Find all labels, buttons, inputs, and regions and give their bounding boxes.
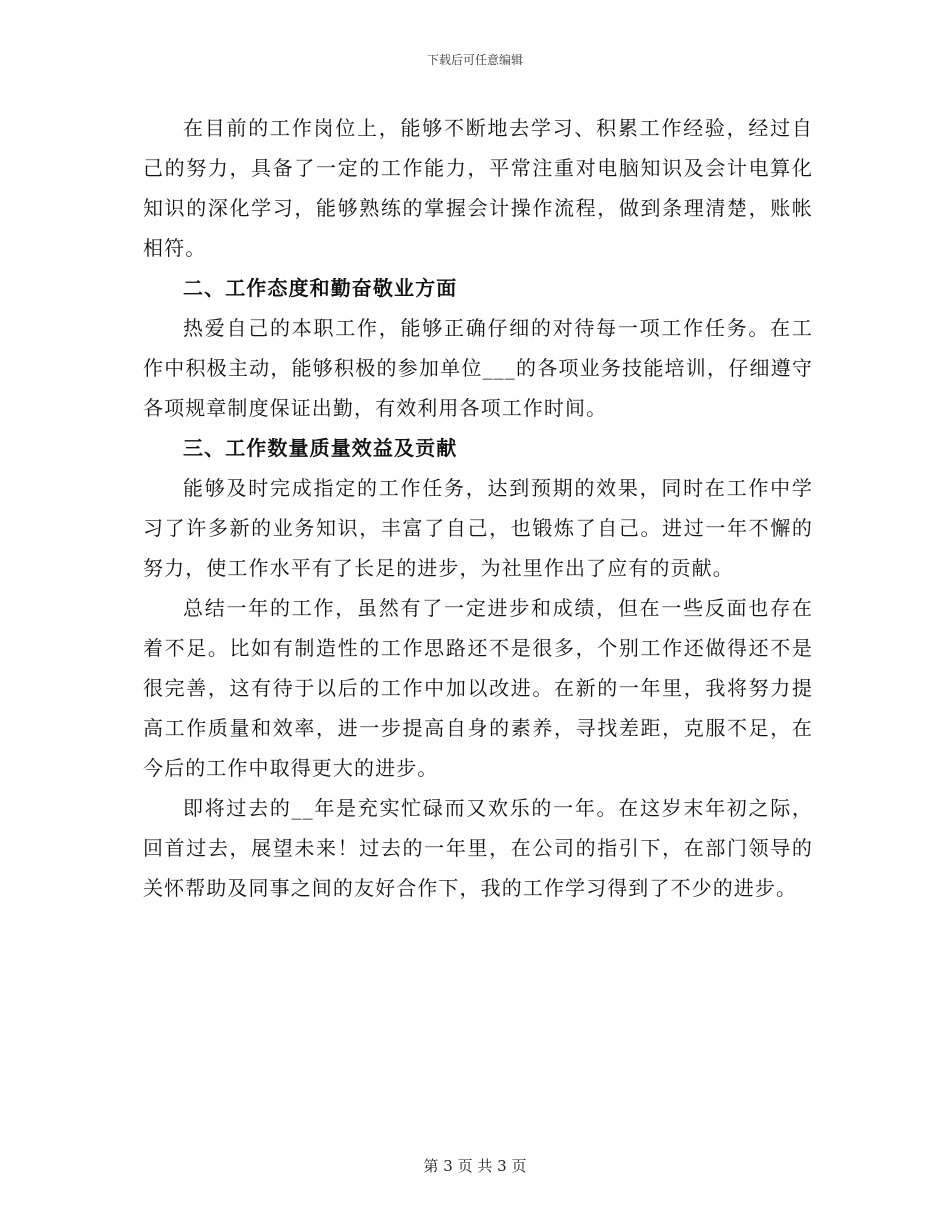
paragraph-work-ability: 在目前的工作岗位上，能够不断地去学习、积累工作经验，经过自己的努力，具备了一定的工作能力，平常注重对电脑知识及会计电算化知识的深化学习，能够熟练的掌握会计操作流程，做到条理清楚，账帐相符。 bbox=[143, 116, 813, 260]
paragraph-summary: 总结一年的工作，虽然有了一定进步和成绩，但在一些反面也存在着不足。比如有制造性的工作思路还不是很多，个别工作还做得还不是很完善，这有待于以后的工作中加以改进。在新的一年里，我将努力提高工作质量和效率，进一步提高自身的素养，寻找差距，克服不足，在今后的工作中取得更大的进步。 bbox=[143, 596, 813, 780]
paragraph-work-attitude: 热爱自己的本职工作，能够正确仔细的对待每一项工作任务。在工作中积极主动，能够积极的参加单位___的各项业务技能培训，仔细遵守各项规章制度保证出勤，有效利用各项工作时间。 bbox=[143, 316, 813, 420]
section-heading-work-quality: 三、工作数量质量效益及贡献 bbox=[183, 436, 458, 460]
paragraph-closing: 即将过去的__年是充实忙碌而又欢乐的一年。在这岁末年初之际，回首过去，展望未来！过去的一年里，在公司的指引下，在部门领导的关怀帮助及同事之间的友好合作下，我的工作学习得到了不少的进步。 bbox=[143, 796, 813, 900]
document-body bbox=[143, 108, 813, 908]
section-heading-work-attitude: 二、工作态度和勤奋敬业方面 bbox=[183, 276, 458, 300]
paragraph-work-quality: 能够及时完成指定的工作任务，达到预期的效果，同时在工作中学习了许多新的业务知识，丰富了自己，也锻炼了自己。进过一年不懈的努力，使工作水平有了长足的进步，为社里作出了应有的贡献。 bbox=[143, 476, 813, 580]
page-number: 第 3 页 共 3 页 bbox=[423, 1157, 527, 1175]
page-header: 下载后可任意编辑 bbox=[426, 53, 523, 67]
